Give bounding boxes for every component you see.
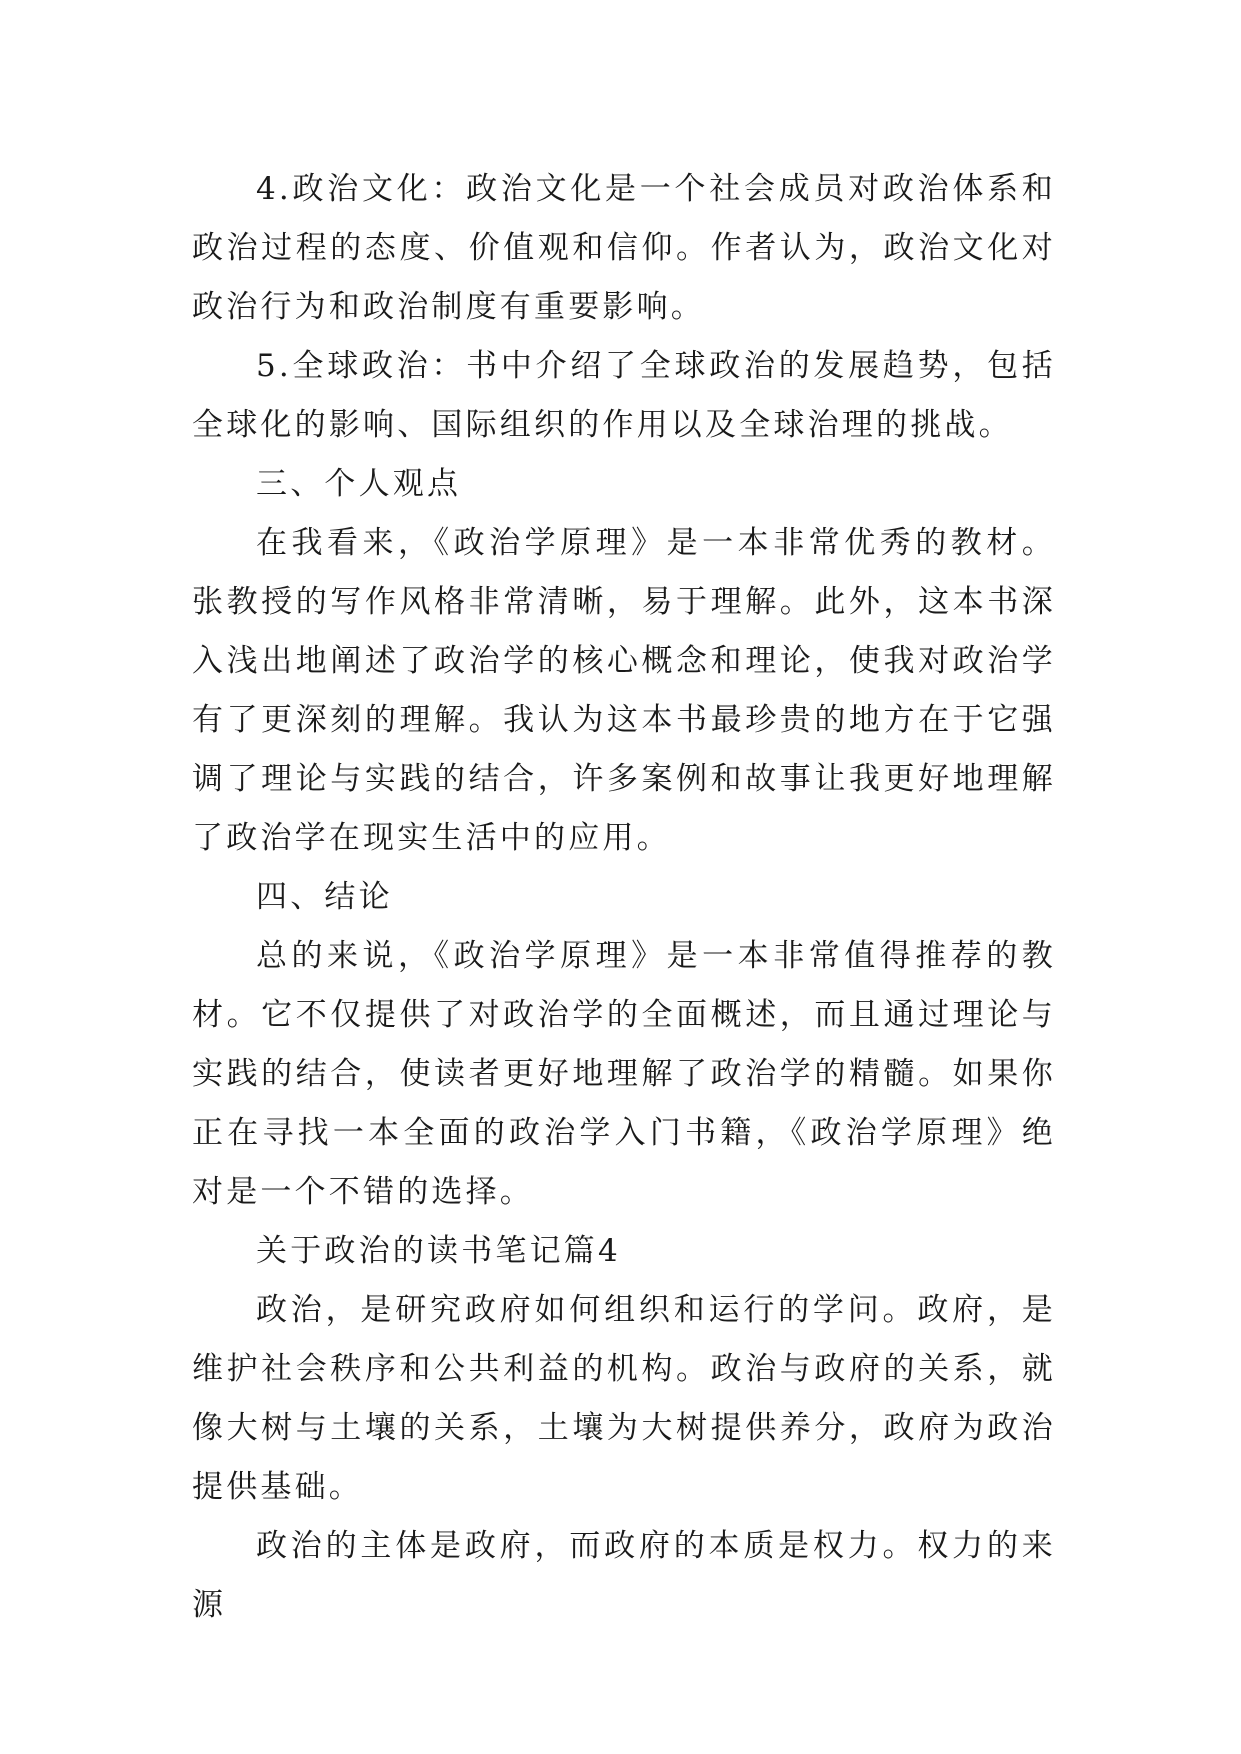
section-heading-notes-part-4: 关于政治的读书笔记篇4 — [256, 1233, 621, 1269]
paragraph-global-politics: 5.全球政治：书中介绍了全球政治的发展趋势，包括全球化的影响、国际组织的作用以及全球治理的挑战。 — [192, 348, 1056, 443]
section-heading-personal-view: 三、个人观点 — [256, 466, 462, 502]
paragraph-political-subject: 政治的主体是政府，而政府的本质是权力。权力的来源 — [192, 1528, 1056, 1623]
paragraph-politics-government: 政治，是研究政府如何组织和运行的学问。政府，是维护社会秩序和公共利益的机构。政治与政府的关系，就像大树与土壤的关系，土壤为大树提供养分，政府为政治提供基础。 — [192, 1292, 1056, 1505]
paragraph-conclusion: 总的来说，《政治学原理》是一本非常值得推荐的教材。它不仅提供了对政治学的全面概述，而且通过理论与实践的结合，使读者更好地理解了政治学的精髓。如果你正在寻找一本全面的政治学入门书籍，《政治学原理》绝对是一个不错的选择。 — [192, 938, 1056, 1210]
section-heading-conclusion: 四、结论 — [256, 879, 393, 915]
paragraph-political-culture: 4.政治文化：政治文化是一个社会成员对政治体系和政治过程的态度、价值观和信仰。作者认为，政治文化对政治行为和政治制度有重要影响。 — [192, 171, 1056, 325]
paragraph-personal-view: 在我看来，《政治学原理》是一本非常优秀的教材。张教授的写作风格非常清晰，易于理解。此外，这本书深入浅出地阐述了政治学的核心概念和理论，使我对政治学有了更深刻的理解。我认为这本书最珍贵的地方在于它强调了理论与实践的结合，许多案例和故事让我更好地理解了政治学在现实生活中的应用。 — [192, 525, 1056, 856]
